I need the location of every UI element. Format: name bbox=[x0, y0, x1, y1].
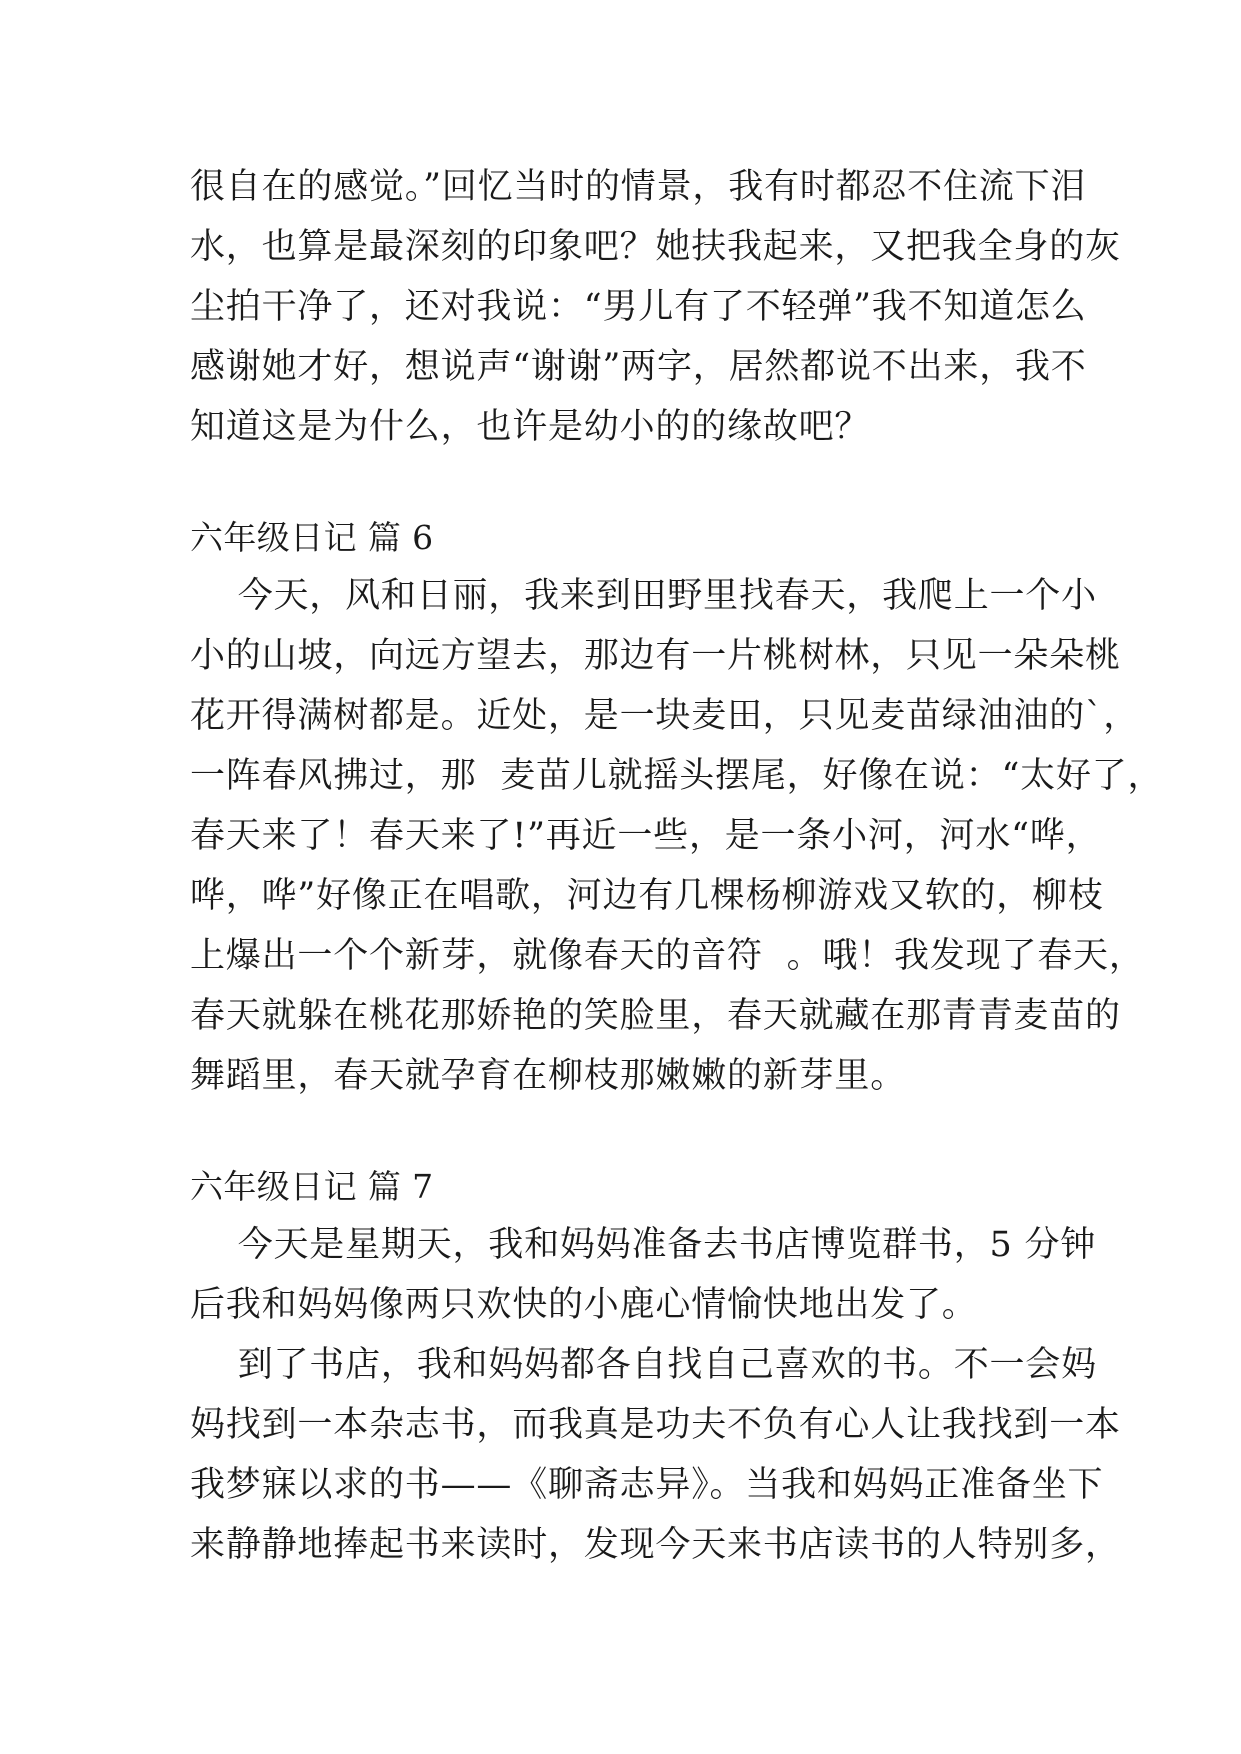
paragraph-line: 知道这是为什么，也许是幼小的的缘故吧？ bbox=[190, 407, 871, 447]
paragraph-line: 今天，风和日丽，我来到田野里找春天，我爬上一个小 bbox=[190, 576, 1097, 616]
paragraph-line: 水，也算是最深刻的印象吧？她扶我起来，又把我全身的灰 bbox=[190, 227, 1121, 267]
paragraph-line: 春天就躲在桃花那娇艳的笑脸里，春天就藏在那青青麦苗的 bbox=[190, 996, 1121, 1036]
paragraph-line: 小的山坡，向远方望去，那边有一片桃树林，只见一朵朵桃 bbox=[190, 636, 1121, 676]
paragraph-line: 感谢她才好，想说声“谢谢”两字，居然都说不出来，我不 bbox=[190, 347, 1087, 387]
paragraph-line: 后我和妈妈像两只欢快的小鹿心情愉快地出发了。 bbox=[190, 1285, 978, 1325]
paragraph-line: 今天是星期天，我和妈妈准备去书店博览群书，5 分钟 bbox=[190, 1225, 1097, 1265]
paragraph-line: 春天来了！春天来了!”再近一些，是一条小河，河水“哗， bbox=[190, 816, 1102, 856]
paragraph-line: 舞蹈里，春天就孕育在柳枝那嫩嫩的新芽里。 bbox=[190, 1056, 907, 1096]
section-heading-6: 六年级日记 篇 6 bbox=[190, 518, 434, 557]
section-heading-7: 六年级日记 篇 7 bbox=[190, 1167, 434, 1206]
paragraph-line: 哗，哗”好像正在唱歌，河边有几棵杨柳游戏又软的，柳枝 bbox=[190, 876, 1104, 916]
paragraph-line: 到了书店，我和妈妈都各自找自己喜欢的书。不一会妈 bbox=[190, 1345, 1097, 1385]
paragraph-line: 很自在的感觉。”回忆当时的情景，我有时都忍不住流下泪 bbox=[190, 167, 1087, 207]
paragraph-line: 一阵春风拂过，那 麦苗儿就摇头摆尾，好像在说：“太好了， bbox=[190, 756, 1164, 796]
paragraph-line: 尘拍干净了，还对我说：“男儿有了不轻弹”我不知道怎么 bbox=[190, 287, 1087, 327]
paragraph-line: 妈找到一本杂志书，而我真是功夫不负有心人让我找到一本 bbox=[190, 1405, 1121, 1445]
paragraph-line: 来静静地捧起书来读时，发现今天来书店读书的人特别多， bbox=[190, 1525, 1121, 1565]
paragraph-line: 花开得满树都是。近处，是一块麦田，只见麦苗绿油油的`， bbox=[190, 696, 1140, 736]
paragraph-line: 上爆出一个个新芽，就像春天的音符 。哦！我发现了春天， bbox=[190, 936, 1145, 976]
paragraph-line: 我梦寐以求的书——《聊斋志异》。当我和妈妈正准备坐下 bbox=[190, 1465, 1104, 1505]
